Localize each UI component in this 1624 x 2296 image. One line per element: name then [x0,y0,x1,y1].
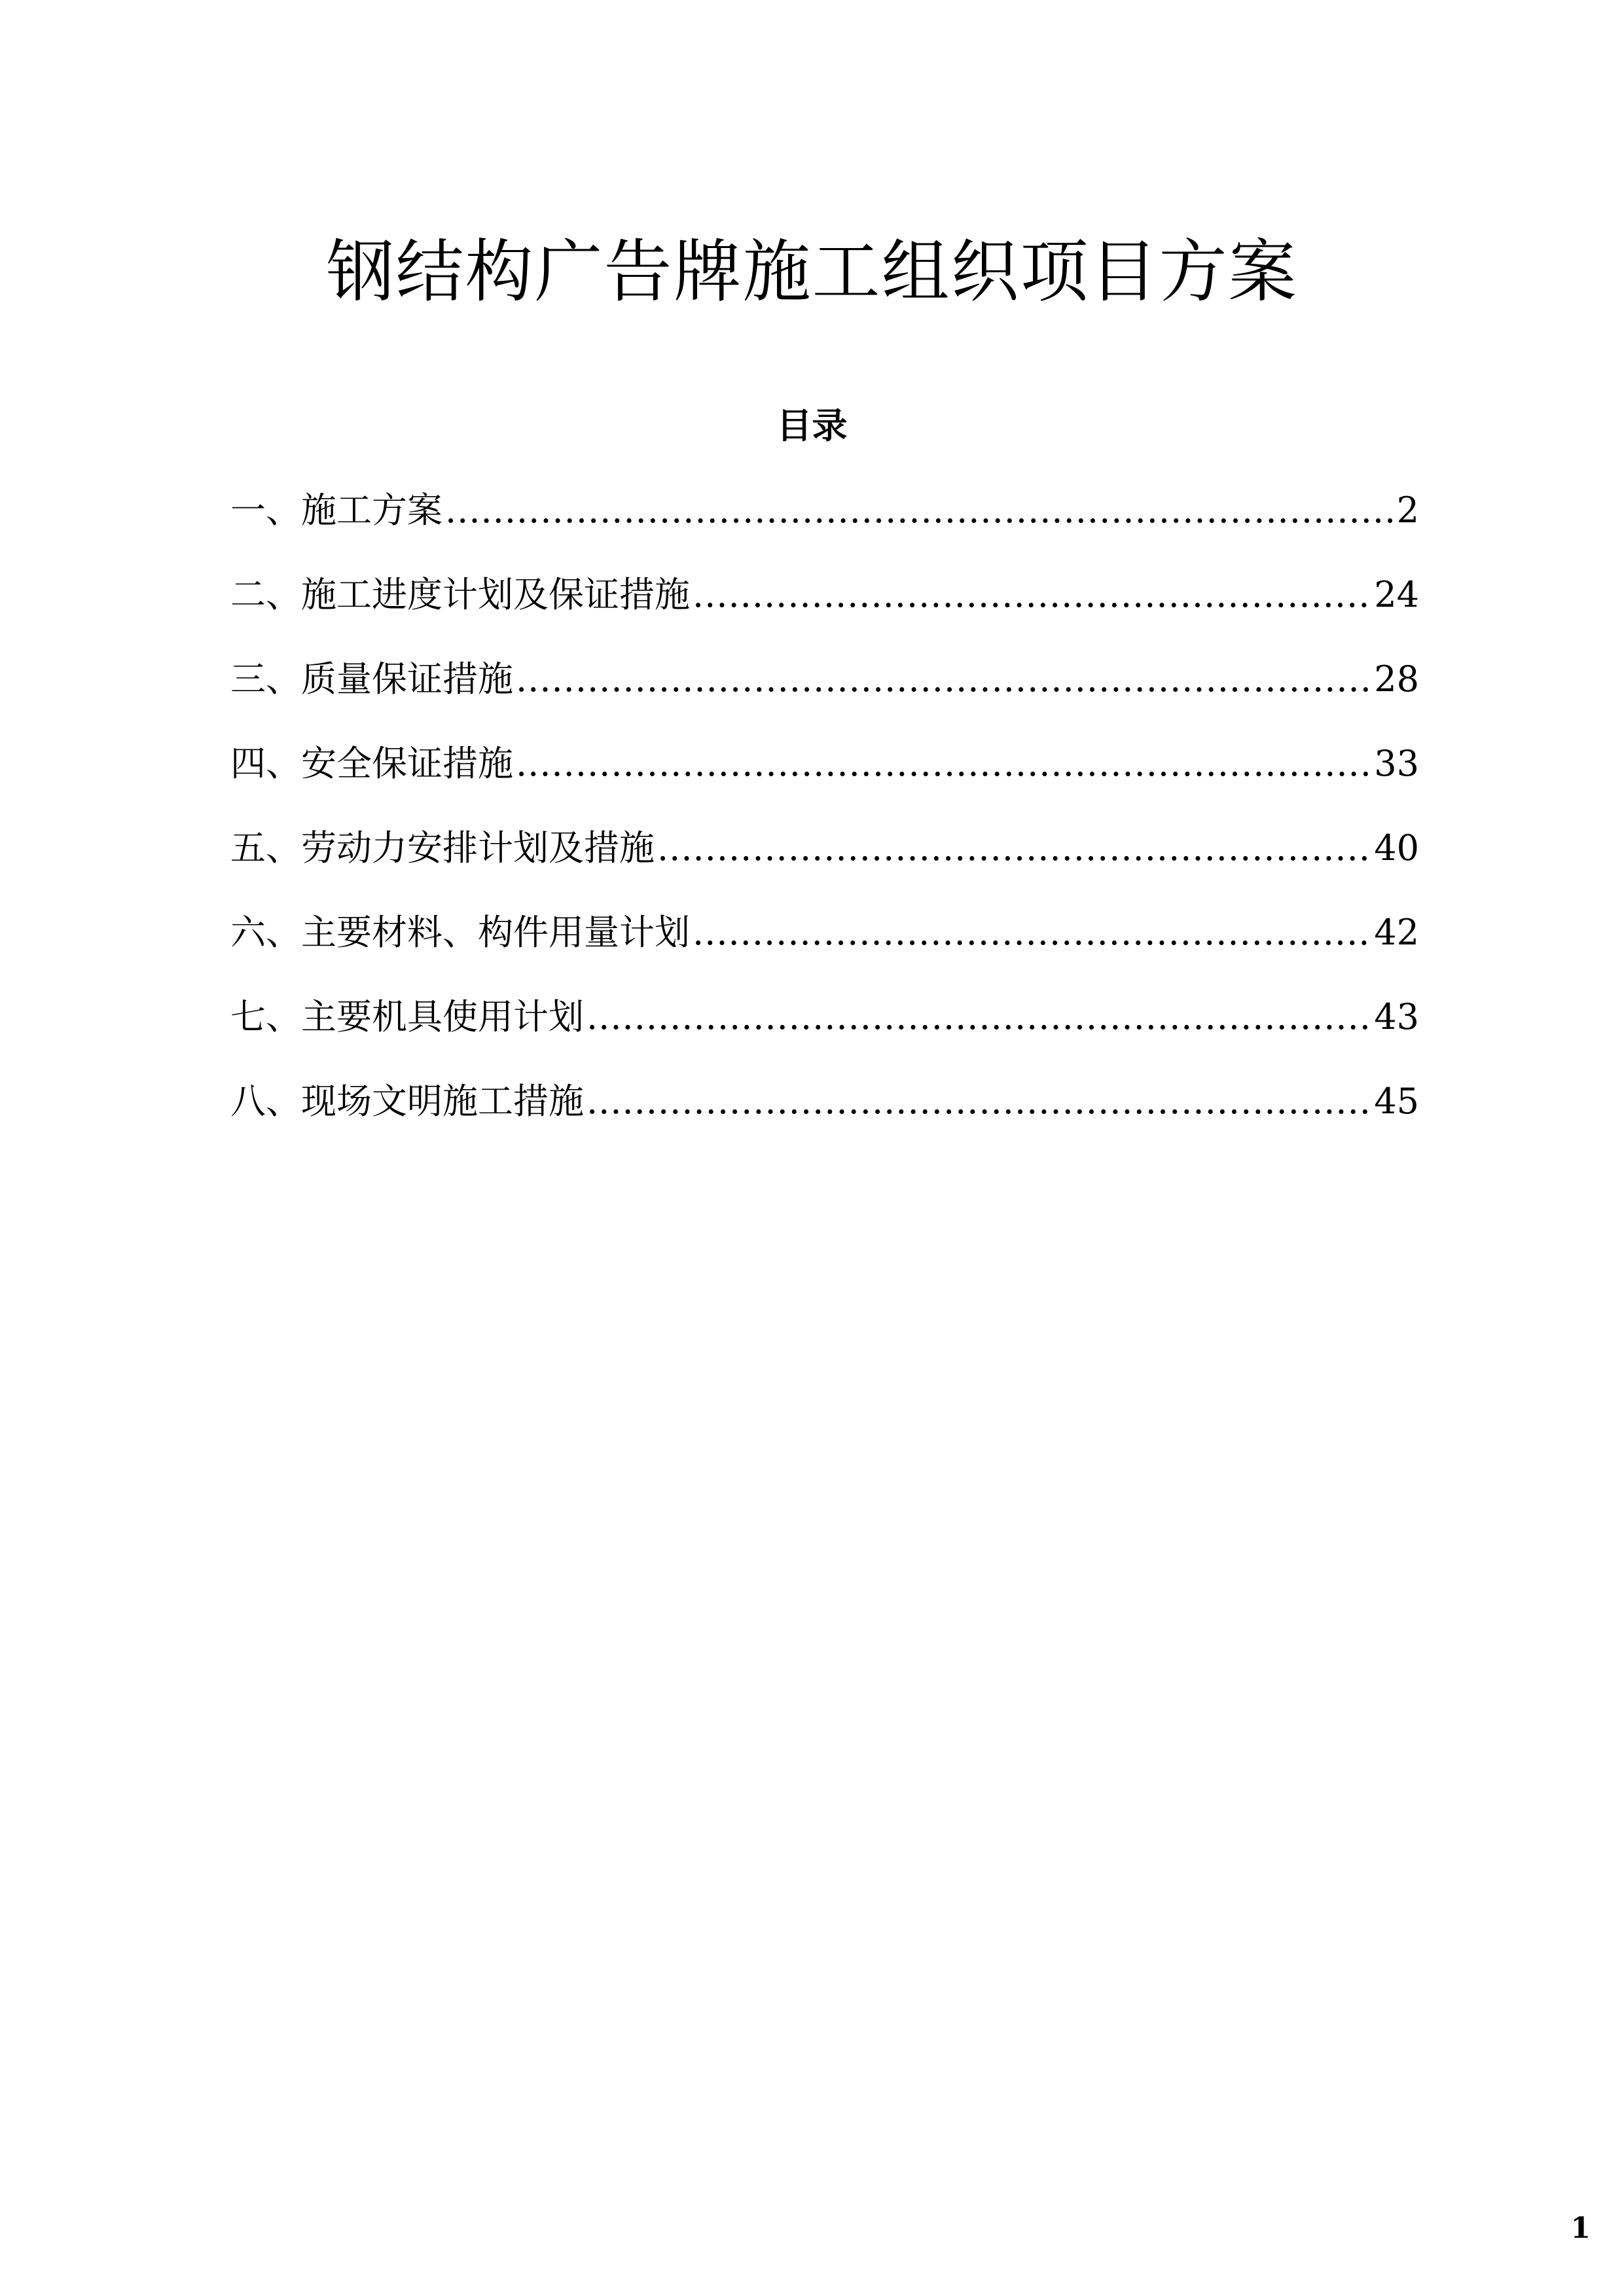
toc-dot-leader [693,903,1371,962]
toc-entry-page: 2 [1396,490,1419,531]
toc-entry-page: 45 [1374,1081,1419,1122]
document-title: 钢结构广告牌施工组织项目方案 [326,232,1298,312]
toc-entry-label: 四、安全保证措施 [230,743,513,784]
toc-dot-leader [445,481,1394,540]
toc-entry-label: 六、主要材料、构件用量计划 [230,912,690,953]
toc-entry-label: 五、劳动力安排计划及措施 [230,827,655,869]
toc-entry-4[interactable] [230,734,1419,819]
toc-entry-7[interactable] [230,988,1419,1072]
toc-dot-leader [586,1072,1371,1131]
toc-entry-page: 28 [1374,658,1419,700]
toc-entry-3[interactable] [230,650,1419,734]
toc-entry-page: 40 [1374,827,1419,869]
toc-dot-leader [693,565,1371,624]
toc-entry-1[interactable] [230,481,1419,565]
toc-entry-label: 八、现场文明施工措施 [230,1081,584,1122]
toc-entry-5[interactable] [230,819,1419,903]
toc-entry-page: 43 [1374,996,1419,1037]
toc-entry-2[interactable] [230,565,1419,650]
toc-entry-page: 24 [1374,574,1419,615]
toc-entry-label: 二、施工进度计划及保证措施 [230,574,690,615]
toc-entry-8[interactable] [230,1072,1419,1157]
toc-dot-leader [516,734,1371,793]
table-of-contents [230,481,1419,1157]
toc-entry-label: 三、质量保证措施 [230,658,513,700]
toc-entry-page: 42 [1374,912,1419,953]
toc-entry-label: 一、施工方案 [230,490,442,531]
toc-dot-leader [586,988,1371,1047]
toc-entry-label: 七、主要机具使用计划 [230,996,584,1037]
toc-entry-6[interactable] [230,903,1419,988]
page-number: 1 [1570,2212,1591,2245]
toc-dot-leader [516,650,1371,709]
toc-entry-page: 33 [1374,743,1419,784]
toc-dot-leader [657,819,1371,878]
toc-heading: 目录 [776,404,848,446]
